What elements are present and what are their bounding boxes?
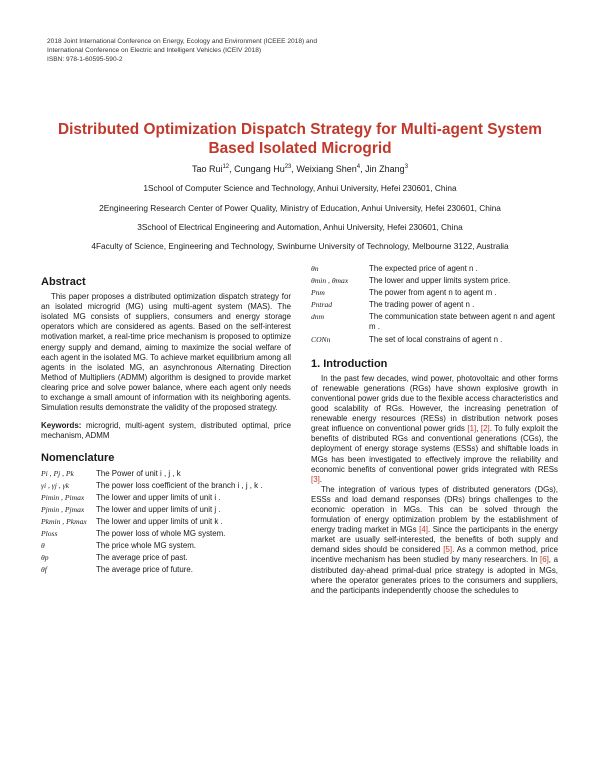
nomenclature-symbol: Pjmin , Pjmax bbox=[41, 504, 85, 514]
nomenclature-item bbox=[41, 517, 291, 527]
left-column bbox=[41, 277, 291, 577]
citation-link[interactable]: [1] bbox=[467, 424, 477, 434]
introduction-paragraph-1 bbox=[311, 374, 558, 485]
introduction-heading: 1. Introduction bbox=[311, 357, 388, 370]
nomenclature-item bbox=[311, 288, 558, 298]
nomenclature-symbol: θ bbox=[41, 541, 45, 551]
affiliation-2: 2Engineering Research Center of Power Quality, Ministry of Education, Anhui University, Hefei 230601, China bbox=[99, 203, 501, 213]
author-affil-mark: 4 bbox=[356, 164, 361, 170]
paper-title bbox=[0, 120, 600, 158]
introduction-paragraph-2 bbox=[311, 485, 558, 596]
nomenclature-symbol: Pntrad bbox=[311, 300, 333, 310]
author-name: Weixiang Shen bbox=[296, 164, 357, 174]
nomenclature-symbol: γi , γj , γk bbox=[41, 480, 69, 490]
citation-link[interactable]: [4] bbox=[419, 525, 428, 535]
citation-link[interactable]: [5] bbox=[443, 545, 453, 555]
conference-line-2: International Conference on Electric and Intelligent Vehicles (ICEIV 2018) bbox=[47, 47, 262, 55]
citation-link[interactable]: [6] bbox=[540, 555, 549, 565]
nomenclature-desc: The trading power of agent n . bbox=[369, 300, 475, 310]
author-name: Cungang Hu bbox=[234, 164, 285, 174]
nomenclature-item bbox=[311, 312, 558, 332]
nomenclature-desc: The power from agent n to agent m . bbox=[369, 288, 497, 298]
nomenclature-desc: The average price of future. bbox=[96, 565, 193, 575]
author-affil-mark: 12 bbox=[222, 164, 230, 170]
citation-link[interactable]: [2] bbox=[480, 424, 490, 434]
nomenclature-symbol: Ploss bbox=[41, 528, 58, 538]
intro-text: . To fully exploit the benefits of distributed RGs and conventional generations (CGs), the deployment of energy storage systems (ESSs) and shiftable loads in MGs has been investigated to effectively improve the reliability and economic benefits of conventional power grids integrated with RESs bbox=[311, 424, 558, 474]
intro-text: , a distributed day-ahead primal-dual price strategy is adopted in MGs, where the operator generates prices to the consumers and suppliers, and the participants independently choose the schedules to bbox=[311, 555, 558, 595]
nomenclature-continued bbox=[311, 264, 558, 345]
nomenclature-desc: The power loss of whole MG system. bbox=[96, 528, 226, 538]
keywords-label: Keywords: bbox=[41, 421, 82, 431]
intro-text: . bbox=[319, 474, 322, 484]
nomenclature-list bbox=[41, 469, 291, 576]
intro-text: In the past few decades, wind power, photovoltaic and other forms of renewable generations (RGs) have shown explosive growth in conventional power grids due to the flexible access characteristics and good scalability of RGs. However, the increasing penetration of renewable energy resources (RESs) in distribution network poses great influence on conventional power grids bbox=[311, 373, 558, 434]
nomenclature-item bbox=[311, 276, 558, 286]
nomenclature-symbol: Pi , Pj , Pk bbox=[41, 468, 74, 478]
nomenclature-item bbox=[311, 300, 558, 310]
nomenclature-desc: The lower and upper limits of unit i . bbox=[96, 492, 221, 502]
author-name: Tao Rui bbox=[191, 164, 223, 174]
nomenclature-item bbox=[41, 541, 291, 551]
nomenclature-item bbox=[41, 493, 291, 503]
nomenclature-item bbox=[41, 553, 291, 563]
nomenclature-desc: The communication state between agent n and agent m . bbox=[369, 312, 555, 332]
nomenclature-symbol: Pkmin , Pkmax bbox=[41, 516, 87, 526]
author-name: Jin Zhang bbox=[365, 164, 405, 174]
nomenclature-desc: The lower and upper limits of unit j . bbox=[96, 504, 221, 514]
intro-text: The integration of various types of distributed generators (DGs), ESSs and load demand responses (DRs) brings challenges to the economic operation in MGs. This can be solved through the formulation of energy optimization problem by the establishment of energy trading market in MGs bbox=[311, 484, 558, 535]
nomenclature-item bbox=[311, 264, 558, 274]
nomenclature-item bbox=[41, 469, 291, 479]
nomenclature-symbol: CONn bbox=[311, 334, 331, 344]
intro-text: . Since the participants in the energy market are usually self-interested, the benefits of both supply and demand sides should be considered bbox=[311, 525, 558, 555]
nomenclature-desc: The lower and upper limits of unit k . bbox=[96, 516, 223, 526]
isbn-line: ISBN: 978-1-60595-590-2 bbox=[47, 56, 123, 64]
nomenclature-item bbox=[41, 505, 291, 515]
nomenclature-desc: The power loss coefficient of the branch i , j , k . bbox=[96, 480, 263, 490]
affiliation-4: 4Faculty of Science, Engineering and Technology, Swinburne University of Technology, Melbourne 3122, Australia bbox=[91, 241, 509, 251]
conference-header bbox=[47, 37, 317, 65]
nomenclature-symbol: θp bbox=[41, 553, 49, 563]
nomenclature-desc: The lower and upper limits system price. bbox=[369, 276, 511, 286]
nomenclature-item bbox=[41, 565, 291, 575]
citation-link[interactable]: [3] bbox=[311, 474, 320, 484]
nomenclature-symbol: Pimin , Pimax bbox=[41, 492, 85, 502]
nomenclature-desc: The set of local constrains of agent n . bbox=[369, 334, 503, 344]
nomenclature-symbol: θmin , θmax bbox=[311, 276, 349, 286]
nomenclature-item bbox=[41, 529, 291, 539]
author-affil-mark: 23 bbox=[284, 164, 292, 170]
author-list: Tao Rui$^{12}$, Cungang Hu$^{23}$, Weixiang Shen$^4$, Jin Zhang$^3$ bbox=[191, 164, 409, 174]
nomenclature-desc: The Power of unit i , j , k bbox=[96, 468, 181, 478]
keywords-text: microgrid, multi-agent system, distributed optimal, price mechanism, ADMM bbox=[41, 421, 291, 441]
nomenclature-symbol: θn bbox=[311, 264, 319, 273]
author-affil-mark: 3 bbox=[404, 164, 409, 170]
nomenclature-symbol: dnm bbox=[311, 312, 325, 322]
keywords bbox=[41, 421, 291, 441]
nomenclature-symbol: Pnm bbox=[311, 288, 325, 298]
nomenclature-desc: The expected price of agent n . bbox=[369, 264, 478, 273]
conference-line-1: 2018 Joint International Conference on Energy, Ecology and Environment (ICEEE 2018) and bbox=[47, 38, 318, 45]
nomenclature-heading: Nomenclature bbox=[41, 452, 115, 465]
nomenclature-symbol: θf bbox=[41, 565, 47, 575]
right-column bbox=[311, 264, 558, 596]
intro-text: . As a common method, price incentive mechanism has been studied by many researchers. In bbox=[311, 545, 558, 565]
nomenclature-item bbox=[41, 481, 291, 491]
title-line-1: Distributed Optimization Dispatch Strategy for Multi-agent System bbox=[57, 121, 542, 138]
nomenclature-item bbox=[311, 335, 558, 345]
title-line-2: Based Isolated Microgrid bbox=[208, 140, 392, 157]
abstract-text: This paper proposes a distributed optimization dispatch strategy for an isolated microgrid (MG) using multi-agent system (MAS). The isolated MG consists of suppliers, consumers and energy storage operators which are considered as agents. Based on the self-interest motivation market, a real-time price mechanism is proposed to optimize energy supply and demand, aiming to maximize the social welfare of each agent in the isolated MG. To achieve market equilibrium among all agents in the isolated MG, an asynchronous Alternating Direction Method of Multipliers (ADMM) algorithm is designed to provide market clearing price and solve power balance, where each agent only needs to exchange a small amount of information with its neighboring agents. Simulation results demonstrate the validity of the proposed strategy. bbox=[41, 292, 291, 413]
nomenclature-desc: The price whole MG system. bbox=[96, 541, 196, 551]
nomenclature-desc: The average price of past. bbox=[96, 553, 188, 563]
abstract-heading: Abstract bbox=[41, 276, 86, 288]
affiliation-3: 3School of Electrical Engineering and Automation, Anhui University, Hefei 230601, China bbox=[137, 222, 463, 232]
intro-text: , bbox=[476, 424, 481, 434]
affiliation-1: 1School of Computer Science and Technology, Anhui University, Hefei 230601, China bbox=[143, 183, 457, 193]
